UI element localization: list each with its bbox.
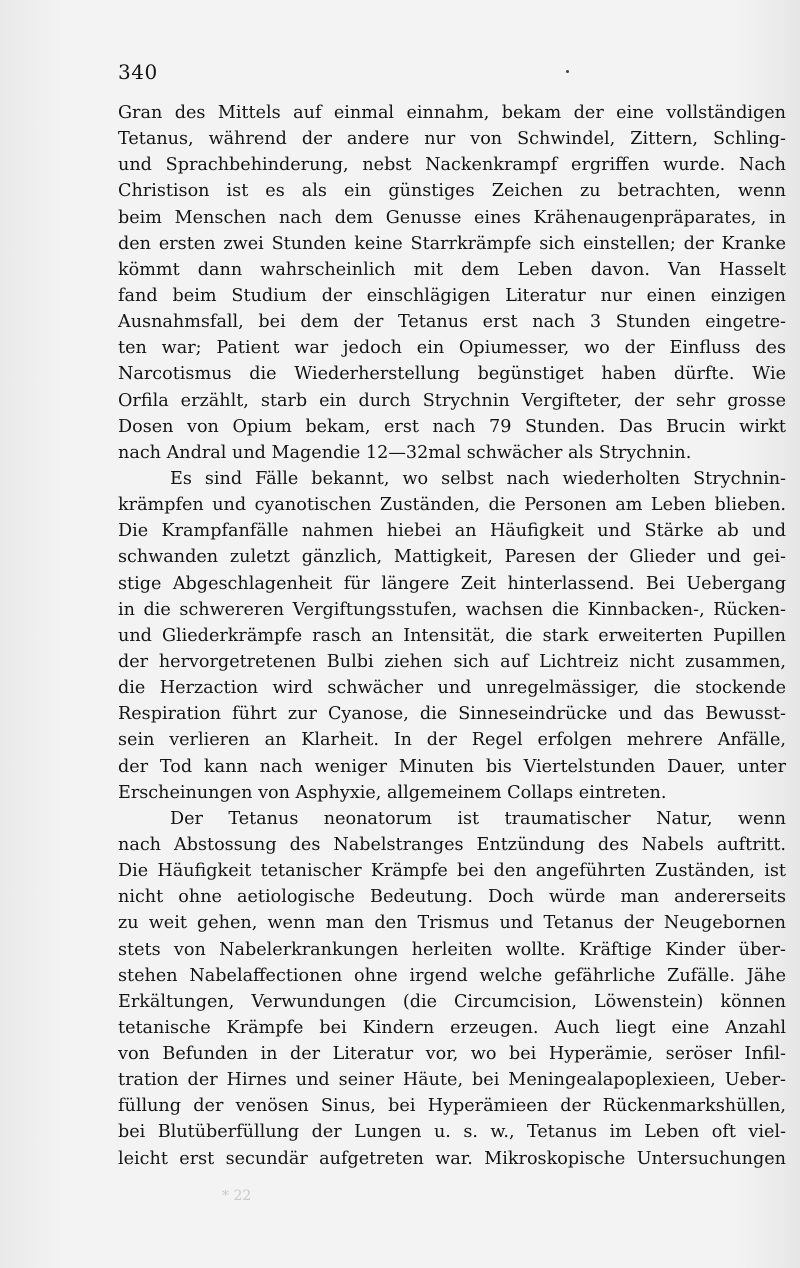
text-line: Ausnahmsfall, bei dem der Tetanus erst nach 3 Stunden eingetre- — [118, 312, 786, 333]
page-number: 340 — [118, 60, 158, 84]
text-line: Dosen von Opium bekam, erst nach 79 Stunden. Das Brucin wirkt — [118, 416, 786, 437]
text-line: Erscheinungen von Asphyxie, allgemeinem Collaps eintreten. — [118, 782, 667, 803]
text-line: Christison ist es als ein günstiges Zeichen zu betrachten, wenn — [118, 181, 786, 202]
text-line: füllung der venösen Sinus, bei Hyperämieen der Rückenmarkshüllen, — [118, 1096, 786, 1117]
text-line: in die schwereren Vergiftungsstufen, wachsen die Kinnbacken-, Rücken- — [118, 599, 786, 620]
text-line: nach Andral und Magendie 12—32mal schwächer als Strychnin. — [118, 442, 692, 463]
text-line: die Herzaction wird schwächer und unregelmässiger, die stockende — [118, 678, 786, 699]
text-line: tration der Hirnes und seiner Häute, bei Meningealapoplexieen, Ueber- — [118, 1070, 786, 1091]
text-line: Die Häufigkeit tetanischer Krämpfe bei den angeführten Zuständen, ist — [118, 861, 786, 882]
body-text — [118, 100, 786, 1172]
text-line: der hervorgetretenen Bulbi ziehen sich auf Lichtreiz nicht zusammen, — [118, 651, 786, 672]
text-line: und Gliederkrämpfe rasch an Intensität, die stark erweiterten Pupillen — [118, 625, 786, 646]
text-line: kömmt dann wahrscheinlich mit dem Leben davon. Van Hasselt — [118, 259, 786, 280]
text-line: der Tod kann nach weniger Minuten bis Viertelstunden Dauer, unter — [118, 756, 786, 777]
text-line: ten war; Patient war jedoch ein Opiumesser, wo der Einfluss des — [118, 338, 786, 359]
ghost-footer-mark: * 22 — [222, 1188, 252, 1204]
text-line: fand beim Studium der einschlägigen Literatur nur einen einzigen — [118, 285, 786, 306]
text-line: stige Abgeschlagenheit für längere Zeit hinterlassend. Bei Uebergang — [118, 573, 786, 594]
text-line: beim Menschen nach dem Genusse eines Krähenaugenpräparates, in — [118, 207, 786, 228]
text-line: schwanden zuletzt gänzlich, Mattigkeit, Paresen der Glieder und gei- — [118, 547, 786, 568]
text-line: stehen Nabelaffectionen ohne irgend welche gefährliche Zufälle. Jähe — [118, 965, 786, 986]
text-line: zu weit gehen, wenn man den Trismus und Tetanus der Neugebornen — [118, 913, 786, 934]
text-line: Der Tetanus neonatorum ist traumatischer Natur, wenn — [170, 808, 786, 829]
text-line: Tetanus, während der andere nur von Schwindel, Zittern, Schling- — [118, 129, 786, 150]
text-line: Orfila erzählt, starb ein durch Strychnin Vergifteter, der sehr grosse — [118, 390, 786, 411]
ink-speck — [566, 70, 569, 73]
text-line: krämpfen und cyanotischen Zuständen, die Personen am Leben blieben. — [118, 495, 786, 516]
text-line: Die Krampfanfälle nahmen hiebei an Häufigkeit und Stärke ab und — [118, 521, 786, 542]
text-line: stets von Nabelerkrankungen herleiten wollte. Kräftige Kinder über- — [118, 939, 786, 960]
text-line: nach Abstossung des Nabelstranges Entzündung des Nabels auftritt. — [118, 834, 786, 855]
text-line: Es sind Fälle bekannt, wo selbst nach wiederholten Strychnin- — [170, 468, 786, 489]
text-line: sein verlieren an Klarheit. In der Regel erfolgen mehrere Anfälle, — [118, 730, 786, 751]
text-line: Respiration führt zur Cyanose, die Sinneseindrücke und das Bewusst- — [118, 704, 786, 725]
text-line: nicht ohne aetiologische Bedeutung. Doch würde man andererseits — [118, 887, 786, 908]
text-line: bei Blutüberfüllung der Lungen u. s. w., Tetanus im Leben oft viel- — [118, 1122, 786, 1143]
text-line: von Befunden in der Literatur vor, wo bei Hyperämie, seröser Infil- — [118, 1044, 786, 1065]
text-line: Narcotismus die Wiederherstellung begünstiget haben dürfte. Wie — [118, 364, 786, 385]
text-line: den ersten zwei Stunden keine Starrkrämpfe sich einstellen; der Kranke — [118, 233, 786, 254]
text-line: Gran des Mittels auf einmal einnahm, bekam der eine vollständigen — [118, 103, 786, 123]
text-line: leicht erst secundär aufgetreten war. Mikroskopische Untersuchungen — [118, 1148, 786, 1169]
text-line: Erkältungen, Verwundungen (die Circumcision, Löwenstein) können — [118, 991, 786, 1012]
text-line: und Sprachbehinderung, nebst Nackenkrampf ergriffen wurde. Nach — [118, 155, 786, 176]
text-line: tetanische Krämpfe bei Kindern erzeugen. Auch liegt eine Anzahl — [118, 1017, 786, 1038]
